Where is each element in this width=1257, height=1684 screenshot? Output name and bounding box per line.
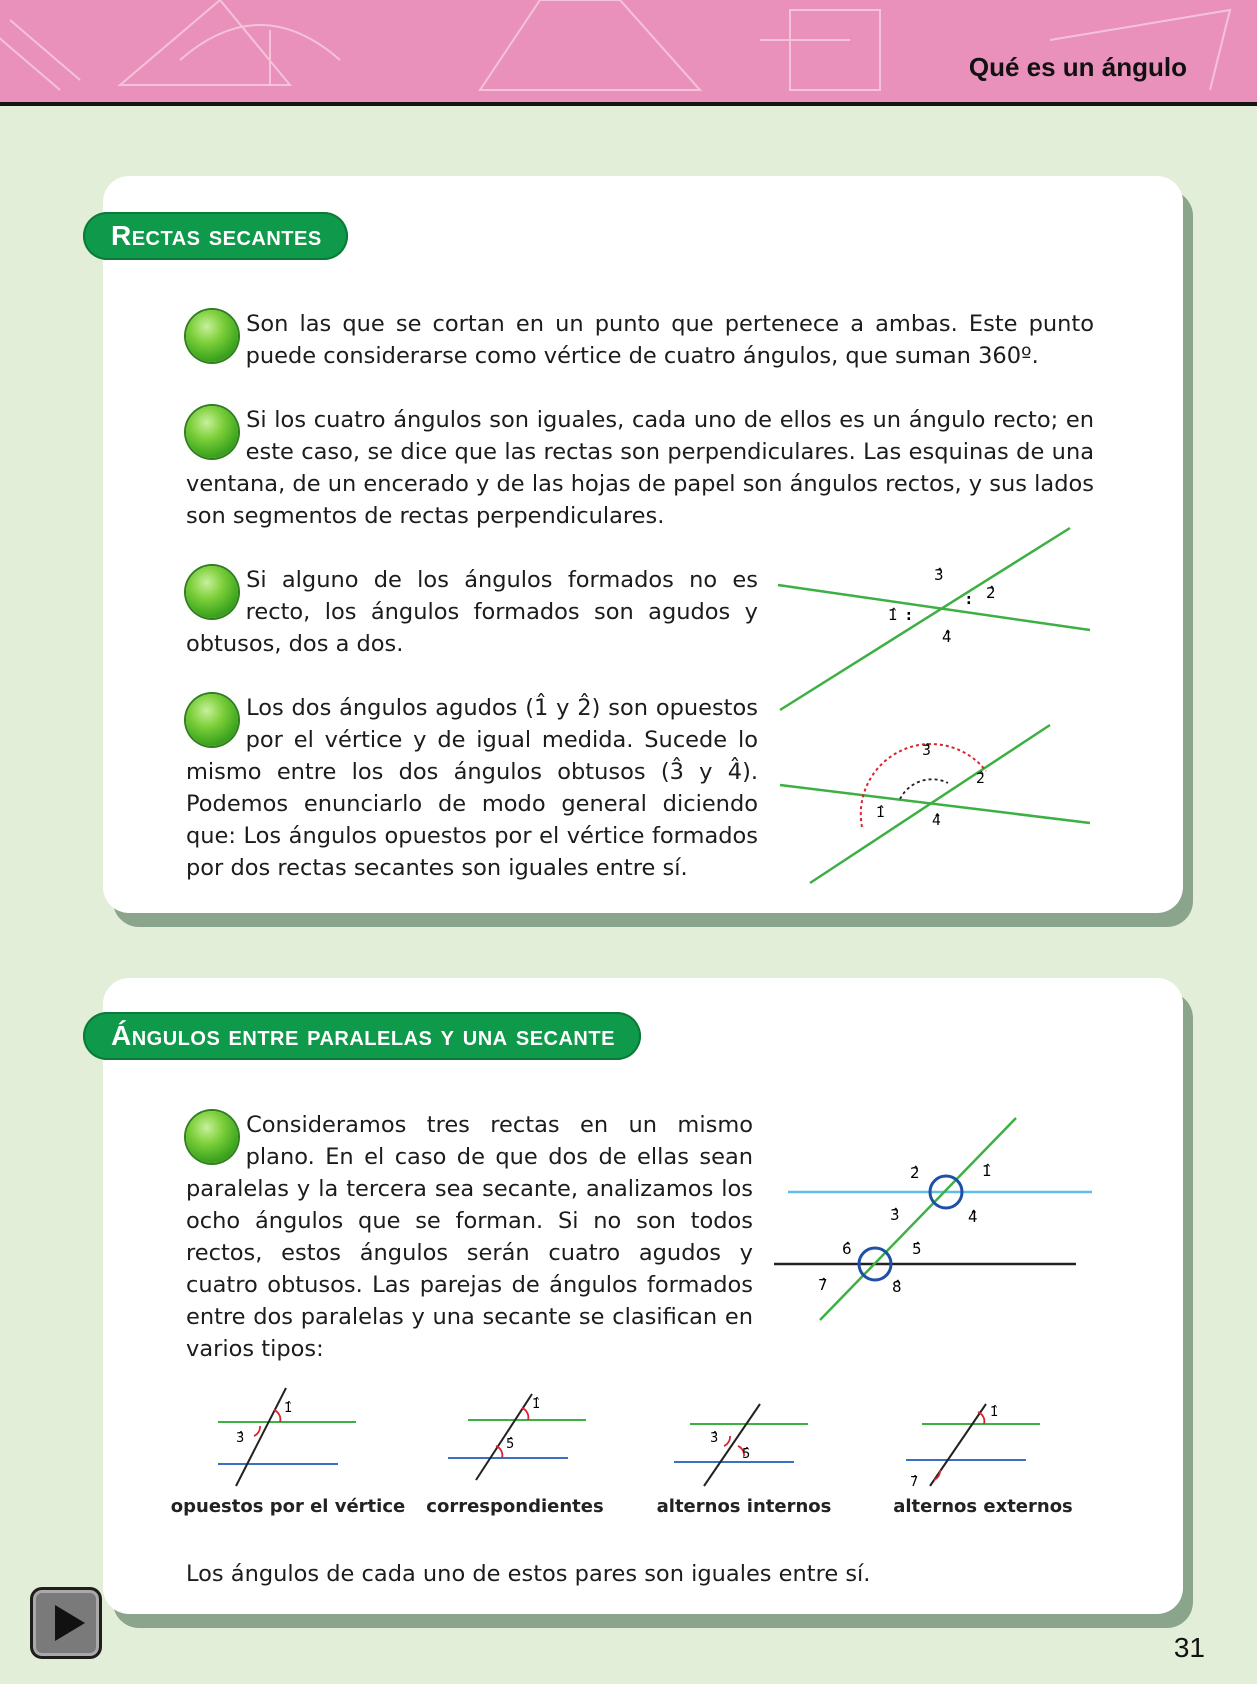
angle-label: 4̂	[942, 628, 952, 646]
paragraph-1: Son las que se cortan en un punto que pertenece a ambas. Este punto puede considerarse como vértice de cuatro ángulos, que suman 360º.	[186, 308, 1094, 372]
paragraph-4: Los dos ángulos agudos (1̂ y 2̂) son opuestos por el vértice y de igual medida. Sucede lo mismo entre los dos ángulos obtusos (3̂ y 4̂). Podemos enunciarlo de modo general diciendo que: Los ángulos opuestos por el vértice formados por dos rectas secantes son iguales entre sí.	[186, 695, 758, 881]
caption-alternos-internos: alternos internos	[656, 1496, 832, 1517]
section-title-rectas-secantes: Rectas secantes	[83, 212, 348, 260]
page-number: 31	[1173, 1632, 1205, 1663]
angle-label: 2̂	[986, 584, 996, 602]
svg-text:5̂: 5̂	[742, 1447, 751, 1462]
svg-text::: :	[906, 608, 912, 624]
type-diagram-opuestos	[210, 1380, 370, 1492]
caption-correspondientes: correspondientes	[426, 1496, 604, 1517]
secant-lines-figure	[770, 520, 1100, 720]
svg-text::: :	[966, 592, 972, 608]
green-bullet-icon	[186, 566, 238, 618]
header-banner	[0, 0, 1257, 106]
caption-opuestos: opuestos por el vértice	[170, 1496, 406, 1517]
section-title-angulos-paralelas: Ángulos entre paralelas y una secante	[83, 1012, 641, 1060]
type-diagram-correspondientes	[440, 1380, 600, 1492]
angle-label: 3̂	[922, 743, 931, 759]
angle-label: 1̂	[888, 606, 898, 624]
angle-label: 7̂	[818, 1276, 828, 1294]
type-diagram-alternos-externos	[900, 1390, 1060, 1492]
caption-alternos-externos: alternos externos	[893, 1496, 1073, 1517]
svg-text:1̂: 1̂	[284, 1401, 293, 1416]
svg-text:1̂: 1̂	[990, 1405, 999, 1420]
geometry-decoration	[0, 0, 1257, 100]
green-bullet-icon	[186, 1111, 238, 1163]
angle-label: 4̂	[932, 813, 941, 829]
angle-label: 2̂	[910, 1164, 920, 1182]
conclusion-text: Los ángulos de cada uno de estos pares son iguales entre sí.	[186, 1561, 871, 1587]
angle-label: 3̂	[934, 566, 944, 584]
type-diagram-alternos-internos	[668, 1390, 828, 1492]
page-header-title: Qué es un ángulo	[968, 52, 1187, 82]
angle-label: 5̂	[912, 1240, 922, 1258]
opposite-angles-figure	[770, 715, 1100, 890]
angle-label: 8̂	[892, 1278, 902, 1296]
svg-text:5̂: 5̂	[506, 1437, 515, 1452]
paragraph-5: Consideramos tres rectas en un mismo plano. En el caso de que dos de ellas sean paralelas y la tercera sea secante, analizamos los ocho ángulos que se forman. Si no son todos rectos, estos ángulos serán cuatro agudos y cuatro obtusos. Las parejas de ángulos formados entre dos paralelas y una secante se clasifican en varios tipos:	[186, 1112, 753, 1362]
green-bullet-icon	[186, 406, 238, 458]
angle-label: 1̂	[982, 1162, 992, 1180]
svg-text:1̂: 1̂	[532, 1397, 541, 1412]
angle-label: 4̂	[968, 1208, 978, 1226]
paragraph-2: Si los cuatro ángulos son iguales, cada uno de ellos es un ángulo recto; en este caso, se dice que las rectas son perpendiculares. Las esquinas de una ventana, de un encerado y de las hojas de papel son ángulos rectos, y sus lados son segmentos de rectas perpendiculares.	[186, 407, 1094, 529]
svg-text:3̂: 3̂	[236, 1431, 245, 1446]
angle-label: 3̂	[890, 1206, 900, 1224]
svg-text:7̂: 7̂	[910, 1475, 919, 1490]
angle-label: 6̂	[842, 1240, 852, 1258]
parallel-secant-figure	[770, 1110, 1100, 1330]
angle-label: 1̂	[876, 805, 885, 821]
green-bullet-icon	[186, 694, 238, 746]
play-icon[interactable]	[30, 1587, 102, 1659]
angle-label: 2̂	[976, 771, 985, 787]
paragraph-3: Si alguno de los ángulos formados no es recto, los ángulos formados son agudos y obtusos, dos a dos.	[186, 567, 758, 657]
green-bullet-icon	[186, 310, 238, 362]
svg-text:3̂: 3̂	[710, 1431, 719, 1446]
